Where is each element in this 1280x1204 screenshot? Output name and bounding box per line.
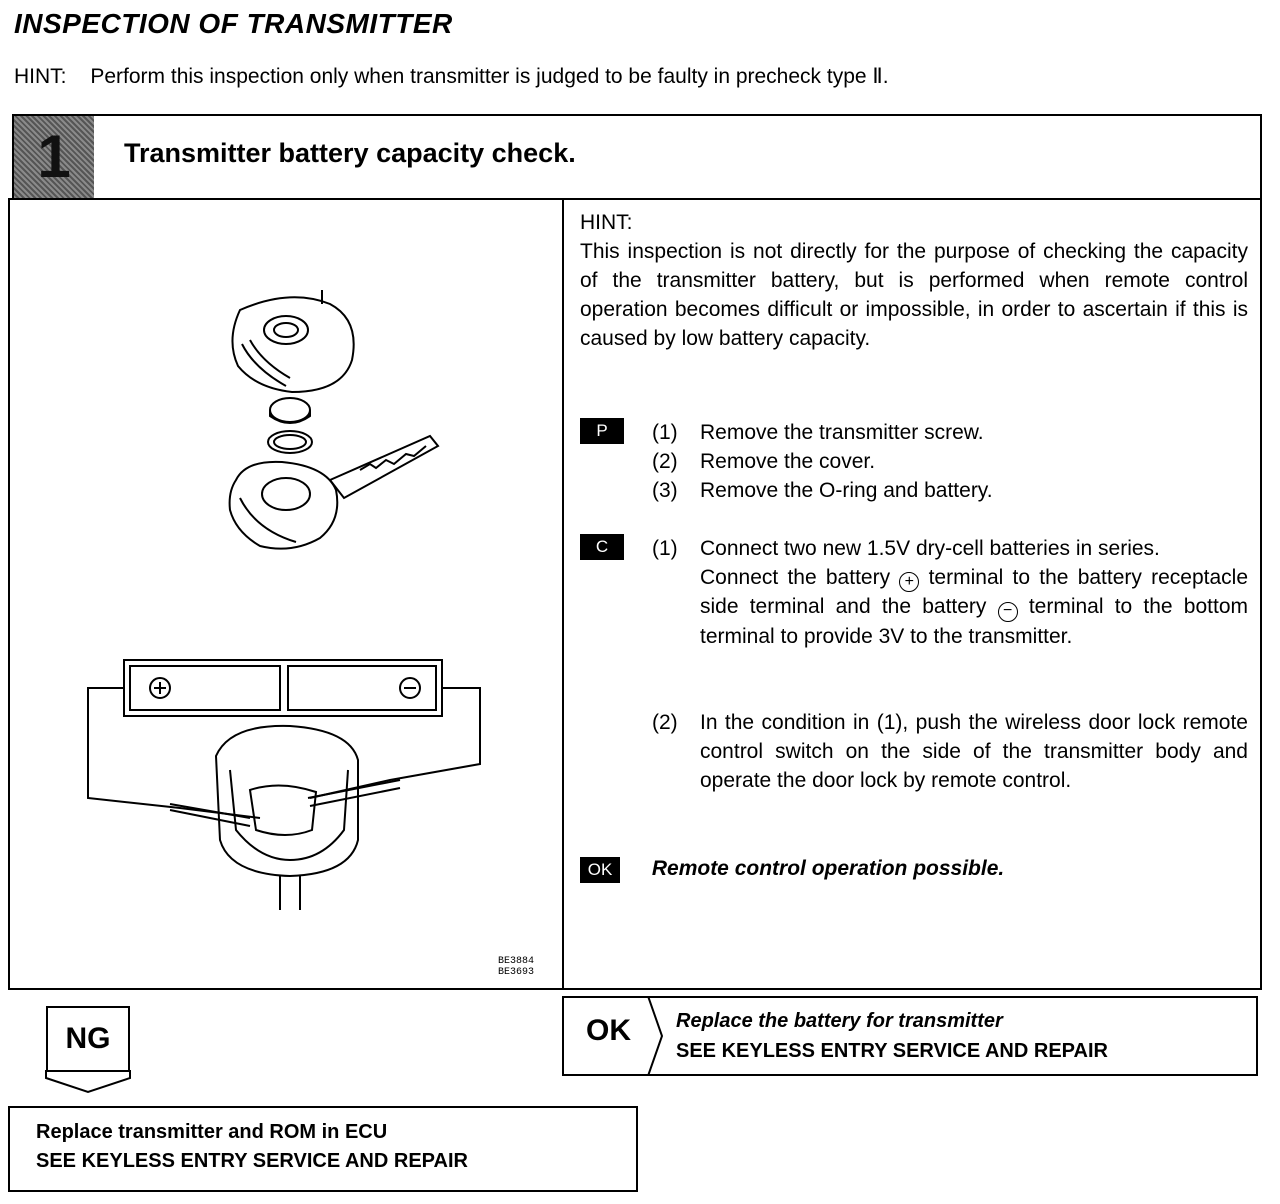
wire-icon xyxy=(88,688,260,818)
ng-arrow-icon xyxy=(44,1070,134,1094)
transmitter-cover-icon xyxy=(232,297,353,392)
top-hint-text: Perform this inspection only when transmitter is judged to be faulty in precheck type Ⅱ. xyxy=(90,65,889,88)
badge-c: C xyxy=(580,534,624,560)
ok-result-text xyxy=(676,1006,1108,1066)
ok-label: OK xyxy=(586,1014,631,1047)
step-num: (2) xyxy=(652,711,678,734)
hint-label: HINT: xyxy=(580,211,633,234)
hint-text: This inspection is not directly for the purpose of checking the capacity of the transmitter battery, but is performed when remote control operation becomes difficult or impossible, in order to ascertain if this is caused by low battery capacity. xyxy=(580,240,1248,350)
ok-check-text: Remote control operation possible. xyxy=(651,857,1005,880)
step-num: (2) xyxy=(652,450,678,473)
step-text: Remove the O-ring and battery. xyxy=(700,479,993,502)
figure-code-2: BE3693 xyxy=(498,967,535,978)
ok-result-line2: SEE KEYLESS ENTRY SERVICE AND REPAIR xyxy=(676,1040,1108,1062)
step-num: (3) xyxy=(652,479,678,502)
ng-result-line1: Replace transmitter and ROM in ECU xyxy=(36,1121,388,1143)
step-num: (1) xyxy=(652,421,678,444)
key-blade-icon xyxy=(330,436,438,498)
step-text xyxy=(700,534,1248,651)
step-text: Remove the transmitter screw. xyxy=(700,421,984,444)
transmitter-body-icon xyxy=(230,462,338,549)
logo-emblem-icon xyxy=(264,316,308,344)
minus-terminal-icon: − xyxy=(998,602,1018,622)
step-text-line2a: Connect the battery xyxy=(700,566,891,589)
page-title: INSPECTION OF TRANSMITTER xyxy=(14,8,453,39)
step-title: Transmitter battery capacity check. xyxy=(124,138,576,168)
badge-ok: OK xyxy=(580,857,620,883)
step-text-line1: Connect two new 1.5V dry-cell batteries in series. xyxy=(700,537,1160,560)
transmitter-illustration xyxy=(60,270,540,920)
step-num: (1) xyxy=(652,537,678,560)
ng-label-box: NG xyxy=(46,1006,130,1072)
step-text-line2b: terminal to the battery receptacle side terminal and the battery xyxy=(700,566,1249,618)
top-hint xyxy=(14,64,889,89)
figure-code xyxy=(498,956,534,978)
badge-p: P xyxy=(580,418,624,444)
step-text: In the condition in (1), push the wireless door lock remote control switch on the side of the transmitter body and operate the door lock by remote control. xyxy=(700,711,1248,792)
step-text-line2c: terminal to the bottom terminal to provide 3V to the transmitter. xyxy=(700,595,1249,648)
ok-result-line1: Replace the battery for transmitter xyxy=(676,1010,1003,1032)
instructions-column xyxy=(580,208,1248,353)
step-text: Remove the cover. xyxy=(700,450,876,473)
procedure-p xyxy=(580,418,1248,508)
ok-arrow-icon xyxy=(644,996,666,1076)
plus-terminal-icon: + xyxy=(899,572,919,592)
step-number-badge: 1 xyxy=(14,116,94,198)
ng-result-line2: SEE KEYLESS ENTRY SERVICE AND REPAIR xyxy=(36,1150,468,1172)
battery-holder-icon xyxy=(124,660,442,716)
ok-check xyxy=(580,854,1248,883)
figure-code-1: BE3884 xyxy=(498,956,535,967)
procedure-c xyxy=(580,534,1248,824)
coin-battery-icon xyxy=(270,398,310,422)
column-divider xyxy=(562,198,564,990)
ng-result-text xyxy=(36,1118,468,1176)
top-hint-label: HINT: xyxy=(14,65,67,88)
